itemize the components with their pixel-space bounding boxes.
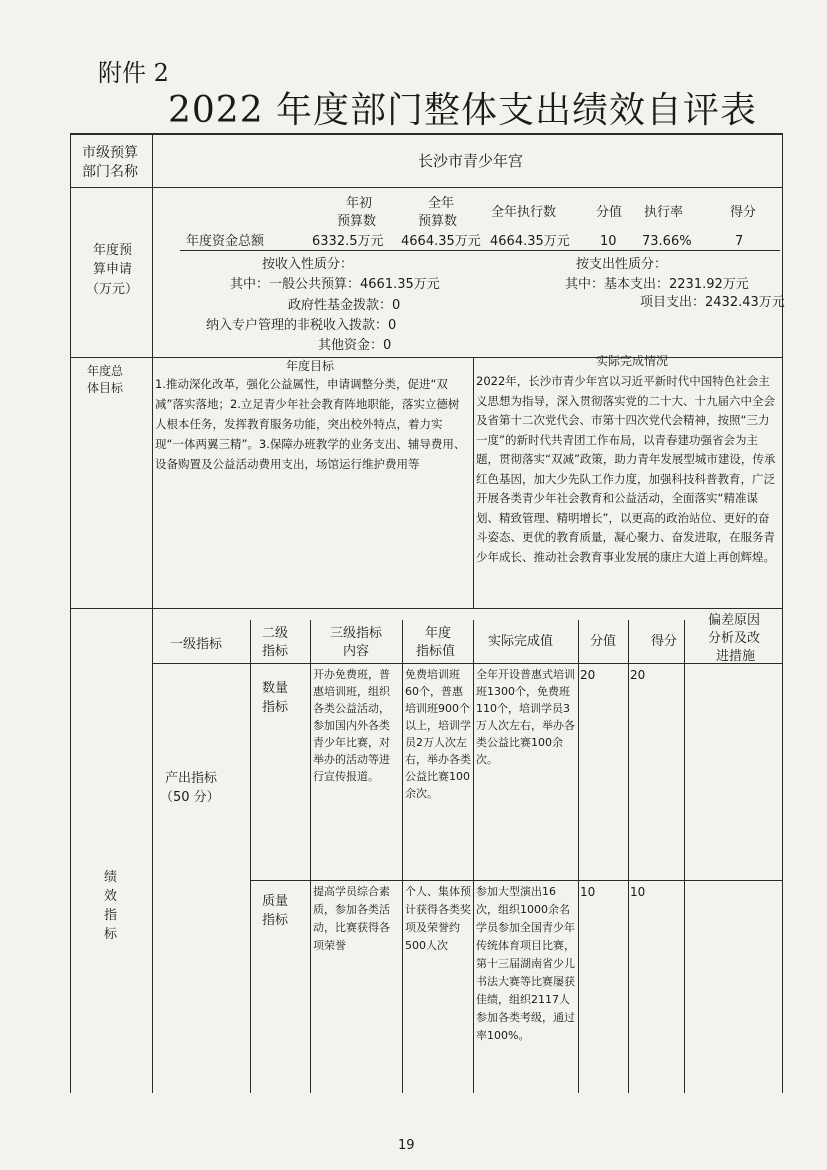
hdr-target-1: 年度 <box>425 626 452 641</box>
hdr-score: 得分 <box>730 205 757 220</box>
budget-label-1: 年度预 <box>93 243 133 258</box>
score-value: 20 <box>580 668 596 682</box>
by-income-label: 按收入性质分： <box>262 257 354 272</box>
output-label-2: （50 分） <box>160 790 220 805</box>
hdr-actual: 实际完成值 <box>488 634 554 649</box>
hdr-deviation-1: 偏差原因 <box>708 613 761 628</box>
page-title: 2022 年度部门整体支出绩效自评表 <box>168 90 758 131</box>
perf-label-1: 绩 <box>104 870 118 885</box>
goal-col-header: 年度目标 <box>286 359 335 373</box>
actual-value: 全年开设普惠式培训班1300个，免费班110个，培训学员3万人次左右，举办各类公益比赛100余次。 <box>476 668 575 766</box>
lvl2-label-1: 质量 <box>262 894 289 909</box>
target-value: 免费培训班60个，普惠培训班900个以上，培训学员2万人次左右，举办各类公益比赛100余次。 <box>405 668 471 800</box>
score: 10 <box>630 885 646 899</box>
other-funds: 其他资金：0 <box>318 338 392 353</box>
hdr-lvl3-2: 内容 <box>343 644 370 659</box>
perf-label-2: 效 <box>104 889 118 904</box>
hdr-score-value: 分值 <box>596 205 623 220</box>
actual-completion-text: 2022年，长沙市青少年宫以习近平新时代中国特色社会主义思想为指导，深入贯彻落实党的二十大、十九届六中全会及省第十二次党代会、市第十四次党代会精神，按照“三力一度”的新时代共青团工作布局，以青春建功强省会为主题，贯彻落实“双减”政策，助力青年发展型城市建设，传承红色基因，加大少先队工作力度，加强科技科普教育，广泛开展各类青少年社会教育和公益活动，全面落实“精准谋划、精致管理、精明增长”，以更高的政治站位、更好的奋斗姿态、更优的教育质量，凝心聚力、奋发进取，在服务青少年成长、推动社会教育事业发展的康庄大道上再创辉煌。 <box>476 374 776 564</box>
hdr-initial-2: 预算数 <box>337 214 377 229</box>
dept-name: 长沙市青少年宫 <box>418 152 524 170</box>
total-full: 4664.35万元 <box>401 234 481 249</box>
total-initial: 6332.5万元 <box>312 234 384 249</box>
score: 20 <box>630 668 646 682</box>
total-executed: 4664.35万元 <box>490 234 570 249</box>
annual-goal-text: 1.推动深化改革，强化公益属性，申请调整分类，促进“双减”落实落地；2.立足青少年社会教育阵地职能，落实立德树人根本任务，发挥教育服务功能，突出校外特点，着力实现“一体两翼三精”。3.保障办班教学的业务支出、辅导费用、设备购置及公益活动费用支出，场馆运行维护费用等 <box>155 377 466 471</box>
score-value: 10 <box>580 885 596 899</box>
hdr-full-2: 预算数 <box>418 214 458 229</box>
goal-label-1: 年度总 <box>87 364 124 378</box>
project-expense: 项目支出：2432.43万元 <box>640 295 785 310</box>
hdr-lvl2-1: 二级 <box>262 626 289 641</box>
lvl2-label-2: 指标 <box>262 913 289 928</box>
non-tax: 纳入专户管理的非税收入拨款：0 <box>206 318 397 333</box>
basic-expense: 其中：基本支出：2231.92万元 <box>565 277 749 292</box>
hdr-full-1: 全年 <box>428 196 455 211</box>
hdr-initial-1: 年初 <box>346 196 373 211</box>
gov-fund: 政府性基金拨款：0 <box>288 298 401 313</box>
lvl3-content: 开办免费班，普惠培训班，组织各类公益活动，参加国内外各类青少年比赛，对举办的活动等进行宣传报道。 <box>313 668 390 783</box>
actual-col-header: 实际完成情况 <box>596 354 669 368</box>
hdr-lvl2-2: 指标 <box>262 644 289 659</box>
by-expense-label: 按支出性质分： <box>576 257 668 272</box>
hdr-target-2: 指标值 <box>416 644 456 659</box>
dept-label-2: 部门名称 <box>82 164 138 180</box>
total-exec-rate: 73.66% <box>642 234 692 249</box>
hdr-executed: 全年执行数 <box>491 205 557 220</box>
attachment-label: 附件 2 <box>98 59 169 87</box>
hdr-deviation-2: 分析及改 <box>708 631 761 646</box>
page-number: 19 <box>398 1138 415 1153</box>
total-score-value: 10 <box>600 234 617 249</box>
hdr-score-perf: 得分 <box>651 634 678 649</box>
total-label: 年度资金总额 <box>186 234 265 249</box>
perf-label-4: 标 <box>104 927 118 942</box>
general-public-budget: 其中：一般公共预算：4661.35万元 <box>230 277 440 292</box>
hdr-exec-rate: 执行率 <box>644 205 684 220</box>
dept-label-1: 市级预算 <box>82 145 138 161</box>
goal-label-2: 体目标 <box>87 381 124 395</box>
total-score: 7 <box>735 234 744 249</box>
target-value: 个人、集体预计获得各类奖项及荣誉约500人次 <box>405 885 471 952</box>
output-label-1: 产出指标 <box>165 771 218 786</box>
lvl2-label-1: 数量 <box>262 681 289 696</box>
hdr-deviation-3: 进措施 <box>716 649 756 664</box>
perf-label-3: 指 <box>104 908 118 923</box>
actual-value: 参加大型演出16次，组织1000余名学员参加全国青少年传统体育项目比赛，第十三届湖南省少儿书法大赛等比赛屡获佳绩，组织2117人参加各类考级，通过率100%。 <box>476 885 575 1042</box>
lvl2-label-2: 指标 <box>262 700 289 715</box>
hdr-score-value-perf: 分值 <box>590 634 617 649</box>
hdr-lvl1: 一级指标 <box>170 637 223 652</box>
hdr-lvl3-1: 三级指标 <box>330 626 383 641</box>
lvl3-content: 提高学员综合素质，参加各类活动，比赛获得各项荣誉 <box>313 885 390 952</box>
budget-label-3: （万元） <box>86 282 139 297</box>
budget-label-2: 算申请 <box>93 262 133 277</box>
